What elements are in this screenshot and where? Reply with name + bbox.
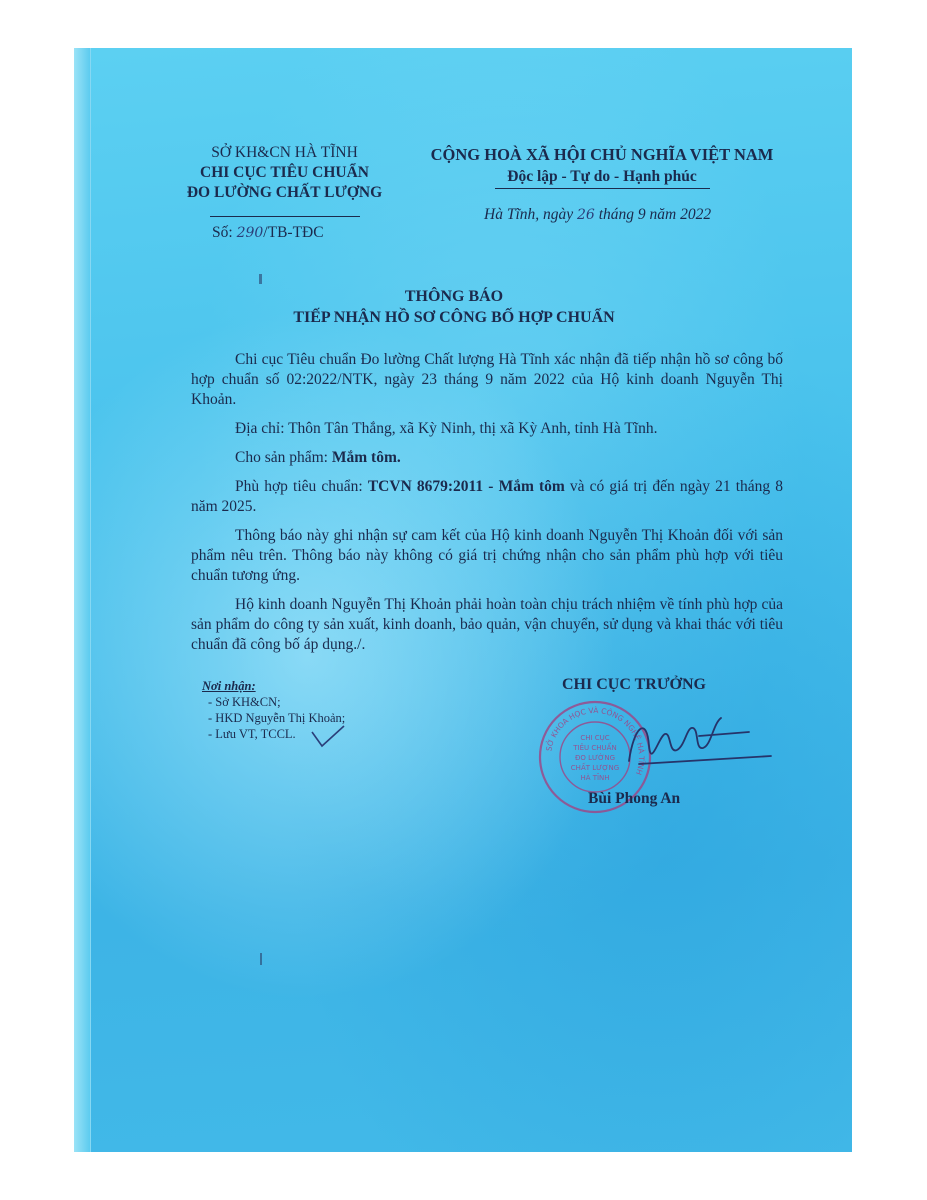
national-motto: Độc lập - Tự do - Hạnh phúc (507, 168, 697, 185)
document-number (212, 224, 324, 242)
recipients-heading: Nơi nhận: (202, 679, 256, 693)
document-number-handwritten: 290 (236, 225, 264, 241)
agency-name-line1: CHI CỤC TIÊU CHUẨN (200, 164, 369, 181)
recipient-item: - Lưu VT, TCCL. (208, 727, 296, 741)
paragraph-address: Địa chỉ: Thôn Tân Thắng, xã Kỳ Ninh, thị xã Kỳ Anh, tỉnh Hà Tĩnh. (235, 420, 658, 437)
svg-text:CHI CỤC: CHI CỤC (580, 734, 610, 742)
document-title (224, 286, 684, 328)
standard-label: Phù hợp tiêu chuẩn: (235, 478, 368, 495)
paragraph-standard (191, 477, 783, 517)
country-name: CỘNG HOÀ XÃ HỘI CHỦ NGHĨA VIỆT NAM (430, 145, 774, 164)
issue-date (484, 206, 711, 224)
recipient-item: - Sở KH&CN; (208, 695, 281, 709)
paragraph-commitment: Thông báo này ghi nhận sự cam kết của Hộ kinh doanh Nguyễn Thị Khoản đối với sản phẩm nêu trên. Thông báo này không có giá trị chứng nhận cho sản phẩm phù hợp với tiêu chuẩn tương ứng. (191, 527, 783, 584)
ink-mark (260, 953, 262, 965)
document-photo (74, 48, 852, 1152)
date-prefix: Hà Tĩnh, ngày (484, 206, 577, 223)
document-body (191, 350, 783, 664)
signatory-position: CHI CỤC TRƯỞNG (561, 676, 706, 693)
standard-tail: và có giá trị đến ngày 21 tháng 8 năm 2025. (191, 478, 784, 515)
handwritten-signature (599, 706, 774, 776)
document-number-prefix: Số: (212, 224, 237, 241)
national-header (412, 144, 792, 189)
document-number-suffix: /TB-TĐC (263, 224, 324, 241)
recipient-item: - HKD Nguyễn Thị Khoản; (208, 711, 346, 725)
title-line1: THÔNG BÁO (404, 288, 504, 305)
date-day-handwritten: 26 (577, 207, 595, 223)
svg-text:ĐO LƯỜNG: ĐO LƯỜNG (574, 754, 616, 762)
product-value: Mắm tôm. (331, 449, 401, 466)
date-suffix: tháng 9 năm 2022 (594, 206, 712, 223)
paragraph-receipt: Chi cục Tiêu chuẩn Đo lường Chất lượng Hà Tĩnh xác nhận đã tiếp nhận hồ sơ công bố hợp chuẩn số 02:2022/NTK, ngày 23 tháng 9 năm 2022 của Hộ kinh doanh Nguyễn Thị Khoản. (191, 351, 783, 408)
agency-underline (210, 216, 360, 217)
svg-text:HÀ TĨNH: HÀ TĨNH (580, 774, 610, 782)
standard-value: TCVN 8679:2011 - Mắm tôm (367, 478, 565, 495)
checkmark-icon (310, 722, 346, 750)
svg-text:TIÊU CHUẨN: TIÊU CHUẨN (573, 744, 617, 752)
paper-edge (74, 48, 91, 1152)
ink-mark (259, 274, 262, 284)
paragraph-responsibility: Hộ kinh doanh Nguyễn Thị Khoản phải hoàn toàn chịu trách nhiệm về tính phù hợp của sản phẩm do công ty sản xuất, kinh doanh, bảo quản, vận chuyển, sử dụng và khai thác với tiêu chuẩn đã công bố áp dụng./. (191, 596, 783, 653)
svg-text:SỞ KHOA HỌC VÀ CÔNG NGHỆ HÀ TĨ: SỞ KHOA HỌC VÀ CÔNG NGHỆ HÀ TĨNH (544, 705, 647, 777)
issuing-agency-header (157, 143, 412, 223)
svg-text:CHẤT LƯỢNG: CHẤT LƯỢNG (570, 764, 620, 772)
agency-name-line2: ĐO LƯỜNG CHẤT LƯỢNG (186, 184, 383, 201)
document-page (74, 48, 852, 1152)
paragraph-product (191, 448, 783, 468)
product-label: Cho sản phẩm: (235, 449, 332, 466)
title-line2: TIẾP NHẬN HỒ SƠ CÔNG BỐ HỢP CHUẨN (293, 309, 615, 326)
signatory-name: Bùi Phong An (588, 790, 681, 807)
motto-underline (495, 188, 710, 189)
department-name: SỞ KH&CN HÀ TĨNH (211, 144, 358, 161)
